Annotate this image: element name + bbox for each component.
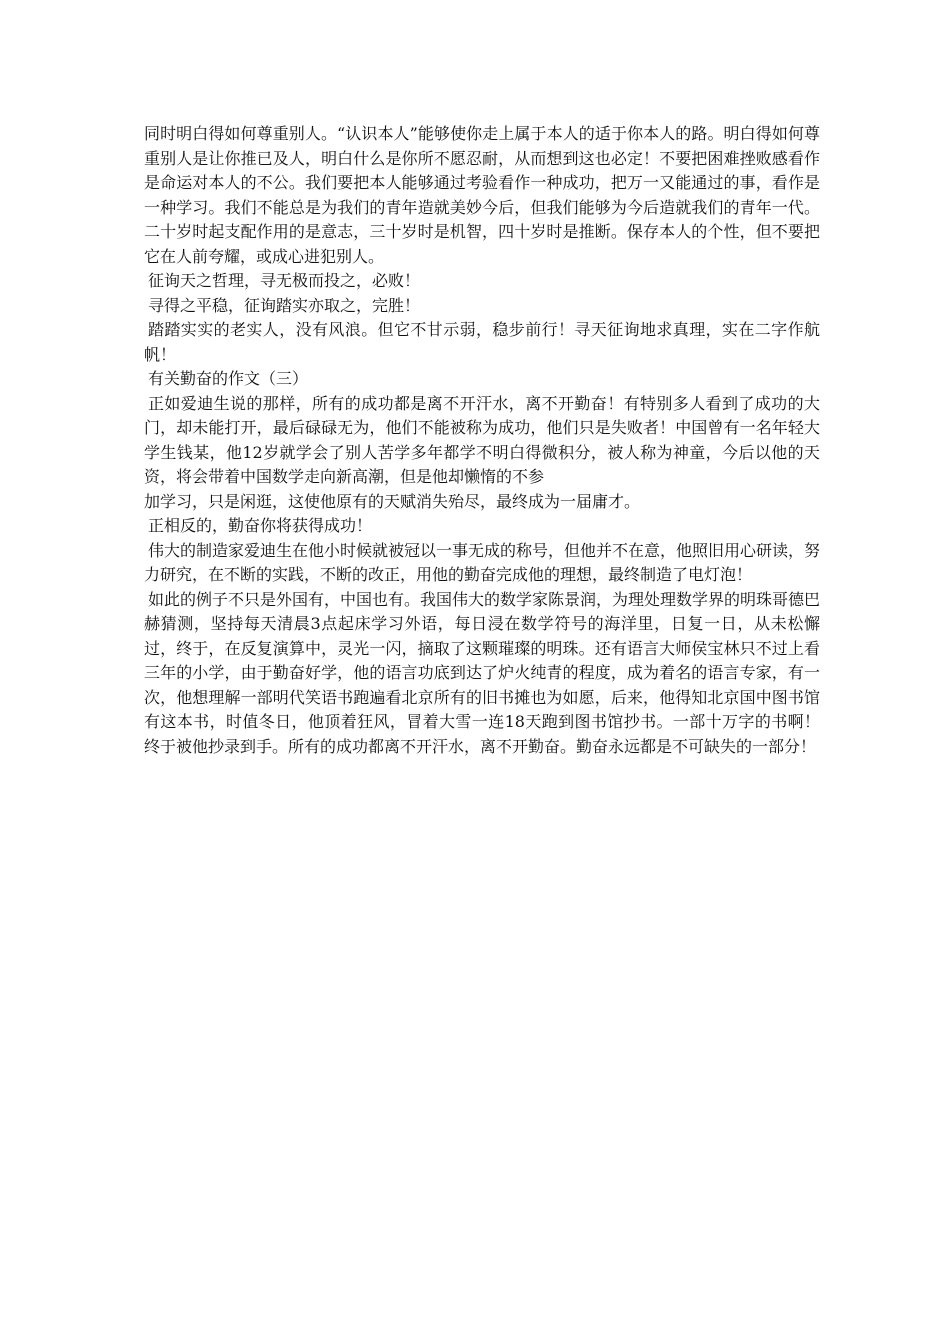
paragraph-honest-person: 踏踏实实的老实人，没有风浪。但它不甘示弱，稳步前行！寻天征询地求真理，实在二字作航帆！ — [144, 320, 820, 364]
section-heading-diligence-3: 有关勤奋的作文（三） — [148, 369, 309, 388]
paragraph-diligence-success: 正相反的，勤奋你将获得成功！ — [148, 516, 373, 535]
paragraph-respect: 同时明白得如何尊重别人。“认识本人”能够使你走上属于本人的适于你本人的路。明白得如何尊重别人是让你推已及人，明白什么是你所不愿忍耐，从而想到这也必定！不要把困难挫败感看作是命运对本人的不公。我们要把本人能够通过考验看作一种成功，把万一又能通过的事，看作是一种学习。我们不能总是为我们的青年造就美妙今后，但我们能够为今后造就我们的青年一代。二十岁时起支配作用的是意志，三十岁时是机智，四十岁时是推断。保存本人的个性，但不要把它在人前夸耀，或成心进犯别人。 — [144, 124, 820, 266]
paragraph-wasted-talent: 加学习，只是闲逛，这使他原有的天赋消失殆尽，最终成为一届庸才。 — [144, 491, 641, 511]
document-page — [144, 122, 820, 759]
paragraph-seek-philosophy: 征询天之哲理，寻无极而投之，必败！ — [148, 271, 421, 290]
paragraph-chinese-examples: 如此的例子不只是外国有，中国也有。我国伟大的数学家陈景润，为理处理数学界的明珠哥德巴赫猜测，坚持每天清晨3点起床学习外语，每日浸在数学符号的海洋里，日复一日，从未松懈过，终于，在反复演算中，灵光一闪，摘取了这颗璀璨的明珠。还有语言大师侯宝林只不过上看三年的小学，由于勤奋好学，他的语言功底到达了炉火纯青的程度，成为着名的语言专家，有一次，他想理解一部明代笑语书跑遍看北京所有的旧书摊也为如愿，后来，他得知北京国中图书馆有这本书，时值冬日，他顶着狂风，冒着大雪一连18天跑到图书馆抄书。一部十万字的书啊！终于被他抄录到手。所有的成功都离不开汗水，离不开勤奋。勤奋永远都是不可缺失的一部分！ — [144, 589, 821, 756]
paragraph-edison-quote: 正如爱迪生说的那样，所有的成功都是离不开汗水，离不开勤奋！有特别多人看到了成功的大门，却未能打开，最后碌碌无为，他们不能被称为成功，他们只是失败者！中国曾有一名年轻大学生钱某，他12岁就学会了别人苦学多年都学不明白得微积分，被人称为神童，今后以他的天资，将会带着中国数学走向新高潮，但是他却懒惰的不参 — [144, 393, 820, 486]
paragraph-steady: 寻得之平稳，征询踏实亦取之，完胜！ — [148, 295, 421, 315]
paragraph-edison-story: 伟大的制造家爱迪生在他小时候就被冠以一事无成的称号，但他并不在意，他照旧用心研读，努力研究，在不断的实践，不断的改正，用他的勤奋完成他的理想，最终制造了电灯泡！ — [144, 540, 821, 584]
